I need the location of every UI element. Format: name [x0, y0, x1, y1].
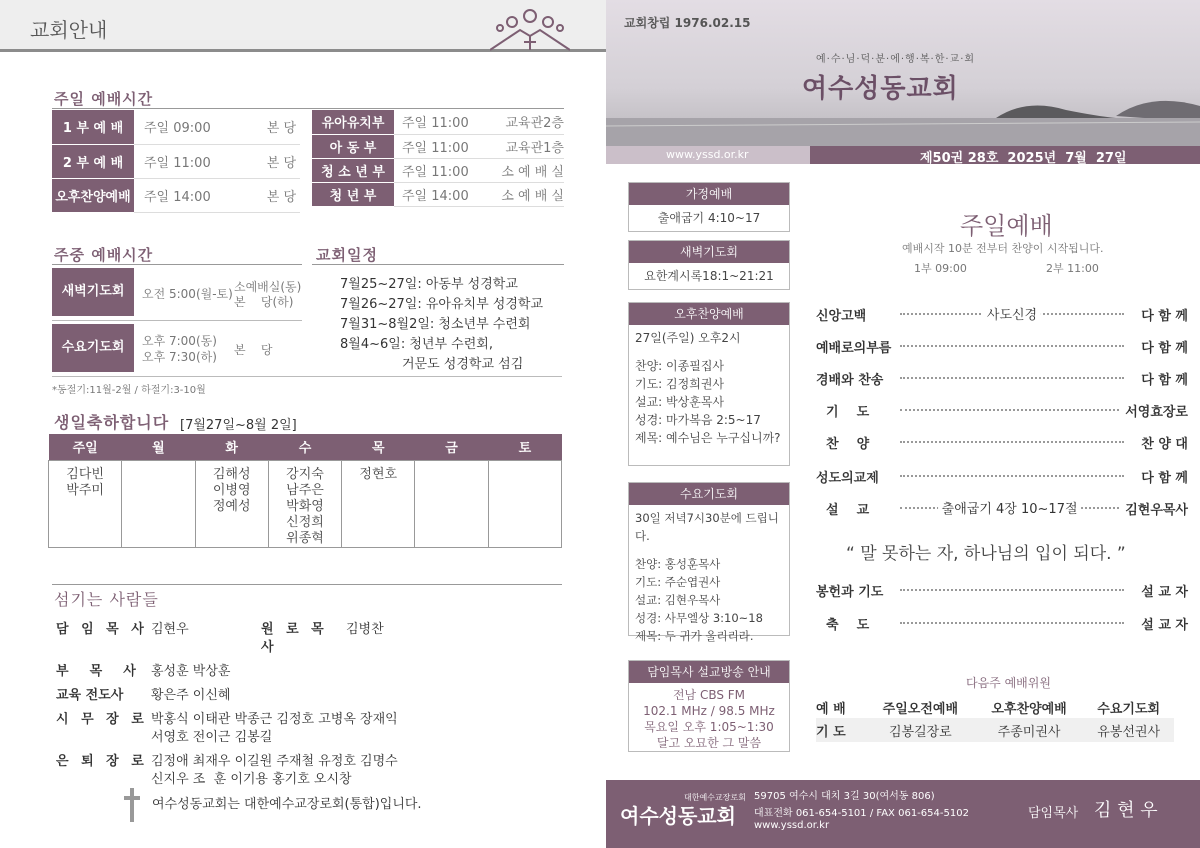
schedule-item: 7월31~8월2일: 청소년부 수련회 — [340, 317, 531, 332]
footer-address: 59705 여수시 대치 3길 30(여서동 806) — [754, 791, 935, 802]
birthday-cell — [268, 460, 341, 547]
broadcast-box — [628, 660, 790, 752]
order-item — [816, 336, 1188, 356]
row-time: 주일 11:00 — [402, 140, 469, 156]
church-slogan: 예·수·님·덕·분·에·행·복·한·교·회 — [816, 54, 976, 65]
row-place: 본 당 — [266, 155, 296, 171]
box-line: 설교: 박상훈목사 — [635, 395, 725, 409]
table-row — [816, 718, 1174, 742]
box-header: 담임목사 설교방송 안내 — [629, 661, 789, 683]
name: 정현호 — [359, 466, 398, 482]
box-header: 새벽기도회 — [629, 241, 789, 263]
table-row — [312, 182, 564, 206]
table-row — [56, 708, 536, 750]
birthday-range: [7월27일~8월 2일] — [180, 418, 297, 433]
box-line: 제목: 예수님은 누구십니까? — [635, 431, 781, 445]
table-row — [52, 144, 300, 178]
dotted-leader — [900, 622, 1124, 624]
worship-note: 예배시작 10분 전부터 찬양이 시작됩니다. — [902, 242, 1104, 255]
table-header-row — [816, 696, 1174, 718]
wed-time-2: 오후 7:30(하) — [142, 350, 217, 364]
order-person: 다 함 께 — [1141, 308, 1188, 324]
box-line: 찬양: 이종필집사 — [635, 359, 725, 373]
table-row — [49, 460, 562, 547]
staff-names-line: 서영호 전이근 김봉길 — [151, 730, 273, 745]
order-label: 신앙고백 — [816, 308, 867, 324]
order-label: 경배와 찬송 — [816, 372, 884, 388]
order-item — [816, 613, 1188, 633]
name: 강지숙 — [286, 466, 324, 482]
cross-icon — [122, 788, 142, 822]
order-label: 봉헌과 기도 — [816, 584, 884, 600]
name: 남주은 — [286, 482, 324, 498]
row-time: 주일 14:00 — [144, 189, 211, 205]
table-row — [56, 684, 536, 708]
dawn-prayer-box — [628, 240, 790, 290]
dotted-leader — [900, 377, 1124, 379]
day-header: 월 — [122, 434, 195, 460]
birthday-cell — [488, 460, 561, 547]
order-label: 찬 양 — [826, 436, 870, 452]
table-header-row — [49, 434, 562, 460]
order-item — [816, 580, 1188, 600]
next-head: 수요기도회 — [1097, 701, 1161, 717]
box-line: 제목: 두 귀가 울리리라. — [635, 629, 754, 643]
box-line: 출애굽기 4:10~17 — [657, 211, 761, 225]
birthday-table — [48, 434, 562, 548]
row-time: 주일 09:00 — [144, 121, 211, 137]
staff-role: 시 무 장 로 — [56, 712, 148, 727]
order-detail: 출애굽기 4장 10~17절 — [938, 498, 1082, 517]
staff-names: 홍성훈 박상훈 — [151, 664, 231, 679]
church-ornament-icon — [490, 6, 570, 52]
row-place: 소 예 배 실 — [501, 188, 564, 204]
schedule-title: 교회일정 — [316, 246, 378, 264]
order-item — [816, 466, 1188, 486]
birthday-cell — [342, 460, 415, 547]
sunday-table-left — [52, 110, 300, 213]
order-person: 김현우목사 — [1125, 502, 1188, 518]
schedule-item: 8월4~6일: 청년부 수련회, — [340, 337, 493, 352]
box-body — [629, 205, 789, 231]
row-label: 2 부 예 배 — [52, 144, 134, 178]
box-header: 오후찬양예배 — [629, 303, 789, 325]
order-label: 설 교 — [826, 502, 870, 518]
birthday-cell — [415, 460, 488, 547]
box-header: 가정예배 — [629, 183, 789, 205]
row-label: 청 년 부 — [312, 182, 394, 206]
name: 이병영 — [212, 482, 251, 498]
row-label: 1 부 예 배 — [52, 110, 134, 144]
table-row — [56, 660, 536, 684]
next-head: 오후찬양예배 — [991, 701, 1067, 717]
row-label: 오후찬양예배 — [52, 178, 134, 212]
worship-title: 주일예배 — [960, 212, 1053, 240]
box-line: 기도: 김정희권사 — [635, 377, 725, 391]
box-line: 27일(주일) 오후2시 — [635, 331, 741, 345]
staff-role: 교육 전도사 — [56, 688, 124, 703]
footer-logo: 여수성동교회 — [620, 804, 736, 828]
left-header-title: 교회안내 — [30, 18, 108, 42]
staff-names — [151, 750, 536, 792]
left-footer-text: 여수성동교회는 대한예수교장로회(통합)입니다. — [152, 797, 422, 812]
schedule-list — [340, 275, 543, 375]
worship-time-1: 1부 09:00 — [914, 262, 967, 275]
row-label: 청 소 년 부 — [312, 158, 394, 182]
birthday-cell — [122, 460, 195, 547]
footer-pastor-name: 김 현 우 — [1094, 800, 1158, 821]
box-body — [629, 263, 789, 289]
order-item — [816, 304, 1188, 324]
box-body — [629, 505, 789, 649]
order-person: 다 함 께 — [1141, 372, 1188, 388]
schedule-item: 7월25~27일: 아동부 성경학교 — [340, 277, 518, 292]
birthday-title: 생일축하합니다 — [54, 413, 170, 432]
row-label: 아 동 부 — [312, 134, 394, 158]
box-line: 성경: 마가복음 2:5~17 — [635, 413, 761, 427]
order-item — [816, 368, 1188, 388]
name: 박화영 — [286, 498, 324, 514]
box-header: 수요기도회 — [629, 483, 789, 505]
order-person: 찬 양 대 — [1141, 436, 1188, 452]
sermon-quote: “ 말 못하는 자, 하나님의 입이 되다. ” — [846, 544, 1126, 564]
row-label: 유아유치부 — [312, 110, 394, 134]
box-body — [629, 325, 789, 451]
staff-names-line: 박홍식 이태관 박종근 김정호 고병옥 장재익 — [151, 712, 398, 727]
table-row — [312, 158, 564, 182]
staff-title: 섬기는 사람들 — [54, 590, 159, 609]
name: 위종혁 — [286, 530, 324, 546]
dotted-leader — [900, 475, 1124, 477]
staff-names — [151, 708, 536, 750]
order-person: 서영효장로 — [1125, 404, 1188, 420]
row-time: 주일 11:00 — [402, 164, 469, 180]
row-place: 본 당 — [266, 189, 296, 205]
wed-label: 수요기도회 — [52, 324, 134, 372]
staff-names-line: 신지우 조 훈 이기용 홍기호 오시창 — [151, 772, 352, 787]
table-row — [52, 110, 300, 144]
day-header: 수 — [268, 434, 341, 460]
birthday-cell — [49, 460, 122, 547]
order-person: 다 함 께 — [1141, 470, 1188, 486]
name: 신정희 — [286, 514, 324, 530]
staff-names-line: 김정애 최재우 이길원 주재철 유정호 김명수 — [151, 754, 398, 769]
order-detail: 사도신경 — [983, 304, 1041, 323]
order-item — [816, 498, 1188, 518]
order-label: 축 도 — [826, 617, 870, 633]
row-time: 주일 14:00 — [402, 188, 469, 204]
box-body — [629, 683, 789, 755]
dotted-leader — [900, 441, 1124, 443]
box-line: 달고 오묘한 그 말씀 — [656, 736, 762, 750]
order-label: 예배로의부름 — [816, 340, 892, 356]
table-row — [56, 750, 536, 792]
next-cell: 유봉선권사 — [1097, 724, 1161, 740]
day-header: 주일 — [49, 434, 122, 460]
box-line: 설교: 김현우목사 — [635, 593, 721, 607]
afternoon-worship-box — [628, 302, 790, 466]
name: 정예성 — [212, 498, 251, 514]
day-header: 목 — [342, 434, 415, 460]
order-person: 설 교 자 — [1141, 617, 1188, 633]
box-line: 전남 CBS FM — [672, 688, 746, 702]
box-line: 요한계시록18:1~21:21 — [644, 269, 774, 283]
order-person: 설 교 자 — [1141, 584, 1188, 600]
issue-text: 제50권 28호 2025년 7월 27일 — [920, 151, 1127, 166]
next-week-table — [816, 696, 1174, 742]
footer-web: www.yssd.or.kr — [754, 820, 830, 831]
wed-place: 본 당 — [234, 343, 273, 357]
next-cell: 기 도 — [816, 724, 846, 740]
row-place: 본 당 — [266, 121, 296, 137]
dawn-time: 오전 5:00(월-토) — [142, 287, 233, 301]
dawn-place-1: 소예배실(동) — [234, 280, 302, 294]
weekday-worship-title: 주중 예배시간 — [54, 246, 154, 264]
day-header: 금 — [415, 434, 488, 460]
dotted-leader — [900, 589, 1124, 591]
home-worship-box — [628, 182, 790, 232]
staff-names: 황은주 이신혜 — [151, 688, 231, 703]
staff-role: 담 임 목 사 — [56, 622, 148, 637]
name: 김해성 — [212, 466, 251, 482]
order-label: 성도의교제 — [816, 470, 879, 486]
next-cell: 주종미권사 — [997, 724, 1061, 740]
staff-names: 김현우 — [151, 622, 189, 637]
sunday-worship-title: 주일 예배시간 — [54, 90, 154, 108]
box-line: 찬양: 홍성훈목사 — [635, 557, 721, 571]
box-line: 성경: 사무엘상 3:10~18 — [635, 611, 763, 625]
birthday-cell — [195, 460, 268, 547]
row-time: 주일 11:00 — [144, 155, 211, 171]
day-header: 토 — [488, 434, 561, 460]
dotted-leader — [900, 409, 1119, 411]
box-line: 기도: 주순엽권사 — [635, 575, 721, 589]
order-item — [816, 400, 1188, 420]
staff-role: 원 로 목 사 — [261, 622, 328, 655]
footer-phone: 대표전화 061-654-5101 / FAX 061-654-5102 — [754, 808, 969, 819]
church-name-logo: 여수성동교회 — [802, 74, 959, 104]
season-note: *동절기:11월-2월 / 하절기:3-10월 — [52, 385, 206, 396]
order-item — [816, 432, 1188, 452]
dawn-label: 새벽기도회 — [52, 268, 134, 316]
dotted-leader — [900, 308, 1124, 323]
staff-table — [56, 618, 536, 792]
schedule-item: 거문도 성경학교 섬김 — [402, 357, 524, 372]
next-cell: 김봉길장로 — [888, 724, 952, 740]
dotted-leader — [900, 502, 1119, 517]
box-line: 102.1 MHz / 98.5 MHz — [643, 704, 775, 718]
right-page — [606, 0, 1200, 848]
table-row — [312, 110, 564, 134]
wed-time-1: 오후 7:00(동) — [142, 334, 217, 348]
worship-time-2: 2부 11:00 — [1046, 262, 1099, 275]
footer-denom: 대한예수교장로회 — [684, 793, 746, 802]
sunday-table-right — [312, 110, 564, 207]
name: 박주미 — [66, 482, 104, 498]
next-head: 주일오전예배 — [882, 701, 959, 717]
footer-pastor-label: 담임목사 — [1028, 806, 1079, 821]
website-text: www.yssd.or.kr — [666, 148, 749, 161]
row-place: 교육관1층 — [505, 140, 564, 156]
schedule-item: 7월26~27일: 유아유치부 성경학교 — [340, 297, 544, 312]
table-row — [312, 134, 564, 158]
table-row — [56, 618, 536, 660]
next-head: 예 배 — [816, 701, 846, 717]
next-week-title: 다음주 예배위원 — [966, 676, 1051, 690]
box-line: 30일 저녁7시30분에 드립니다. — [635, 511, 779, 543]
day-header: 화 — [195, 434, 268, 460]
box-line: 목요일 오후 1:05~1:30 — [644, 720, 774, 734]
staff-role: 은 퇴 장 로 — [56, 754, 148, 769]
dawn-place-2: 본 당(하) — [234, 295, 294, 309]
name: 김다빈 — [66, 466, 104, 482]
dotted-leader — [900, 345, 1124, 347]
staff-role: 부 목 사 — [56, 664, 140, 679]
row-time: 주일 11:00 — [402, 116, 469, 132]
founded-date: 교회창립 1976.02.15 — [624, 16, 751, 30]
staff-names: 김병찬 — [346, 622, 384, 637]
row-place: 교육관2층 — [505, 116, 564, 132]
table-row — [52, 178, 300, 212]
row-place: 소 예 배 실 — [501, 164, 564, 180]
wednesday-prayer-box — [628, 482, 790, 643]
order-person: 다 함 께 — [1141, 340, 1188, 356]
order-label: 기 도 — [826, 404, 870, 420]
